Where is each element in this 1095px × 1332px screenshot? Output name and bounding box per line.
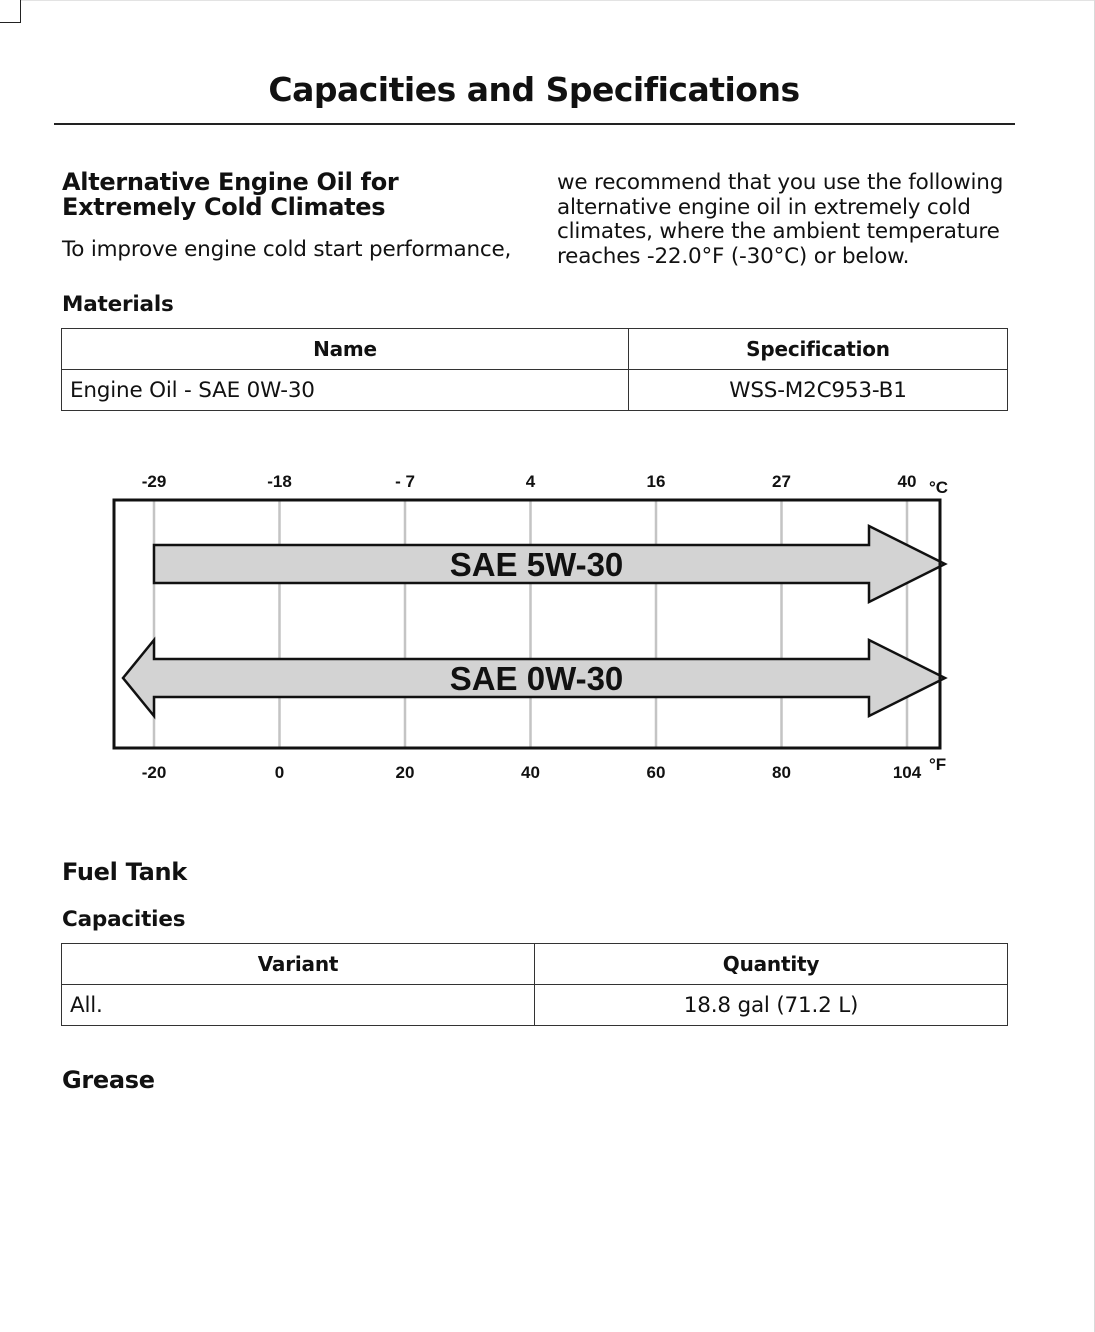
table-row [62,370,1008,411]
variant-cell: All. [62,985,535,1026]
fahrenheit-tick-label: 40 [521,763,540,782]
celsius-tick-label: 4 [525,472,536,491]
oil-intro-right: we recommend that you use the following alternative engine oil in extremely cold climates, where the ambient temperature reaches -22.0°F (-30°C) or below. [557,170,1004,269]
chart-bands [123,526,945,716]
quantity-cell: 18.8 gal (71.2 L) [535,985,1008,1026]
celsius-tick-label: 40 [897,472,917,491]
celsius-tick-label: 27 [772,472,791,491]
fahrenheit-tick-label: -20 [141,763,167,782]
column-header-specification: Specification [629,329,1008,370]
page-title: Capacities and Specifications [268,70,800,109]
materials-table [61,328,1008,411]
fahrenheit-tick-label: 20 [395,763,415,782]
oil-intro-left: To improve engine cold start performance, [62,237,512,262]
material-name-cell: Engine Oil - SAE 0W-30 [62,370,629,411]
celsius-tick-label: -29 [141,472,167,491]
fahrenheit-axis [142,763,922,782]
celsius-tick-label: -18 [267,472,292,491]
column-header-quantity: Quantity [535,944,1008,985]
oil-temperature-chart [100,462,970,792]
grease-heading: Grease [62,1066,155,1094]
oil-grade-label: SAE 0W-30 [449,660,624,697]
title-divider [54,123,1015,125]
celsius-axis [142,472,917,491]
fahrenheit-unit-label: °F [929,755,947,774]
table-header-row [62,329,1008,370]
capacities-heading: Capacities [62,907,186,932]
fahrenheit-tick-label: 80 [772,763,791,782]
celsius-unit-label: °C [929,478,949,497]
materials-heading: Materials [62,292,174,317]
fahrenheit-tick-label: 0 [274,763,285,782]
table-row [62,985,1008,1026]
column-header-name: Name [62,329,629,370]
column-header-variant: Variant [62,944,535,985]
chart-grid [154,500,907,748]
fahrenheit-tick-label: 104 [892,763,922,782]
fahrenheit-tick-label: 60 [646,763,666,782]
celsius-tick-label: - 7 [395,472,415,491]
celsius-tick-label: 16 [646,472,666,491]
oil-grade-label: SAE 5W-30 [449,546,624,583]
fuel-tank-heading: Fuel Tank [62,858,187,886]
table-header-row [62,944,1008,985]
capacities-table [61,943,1008,1026]
chart-frame [114,500,940,748]
oil-section-heading: Alternative Engine Oil for Extremely Cold Climates [62,168,399,221]
page-top-edge [21,0,1095,1]
page-corner-mark [0,0,21,23]
material-spec-cell: WSS-M2C953-B1 [629,370,1008,411]
